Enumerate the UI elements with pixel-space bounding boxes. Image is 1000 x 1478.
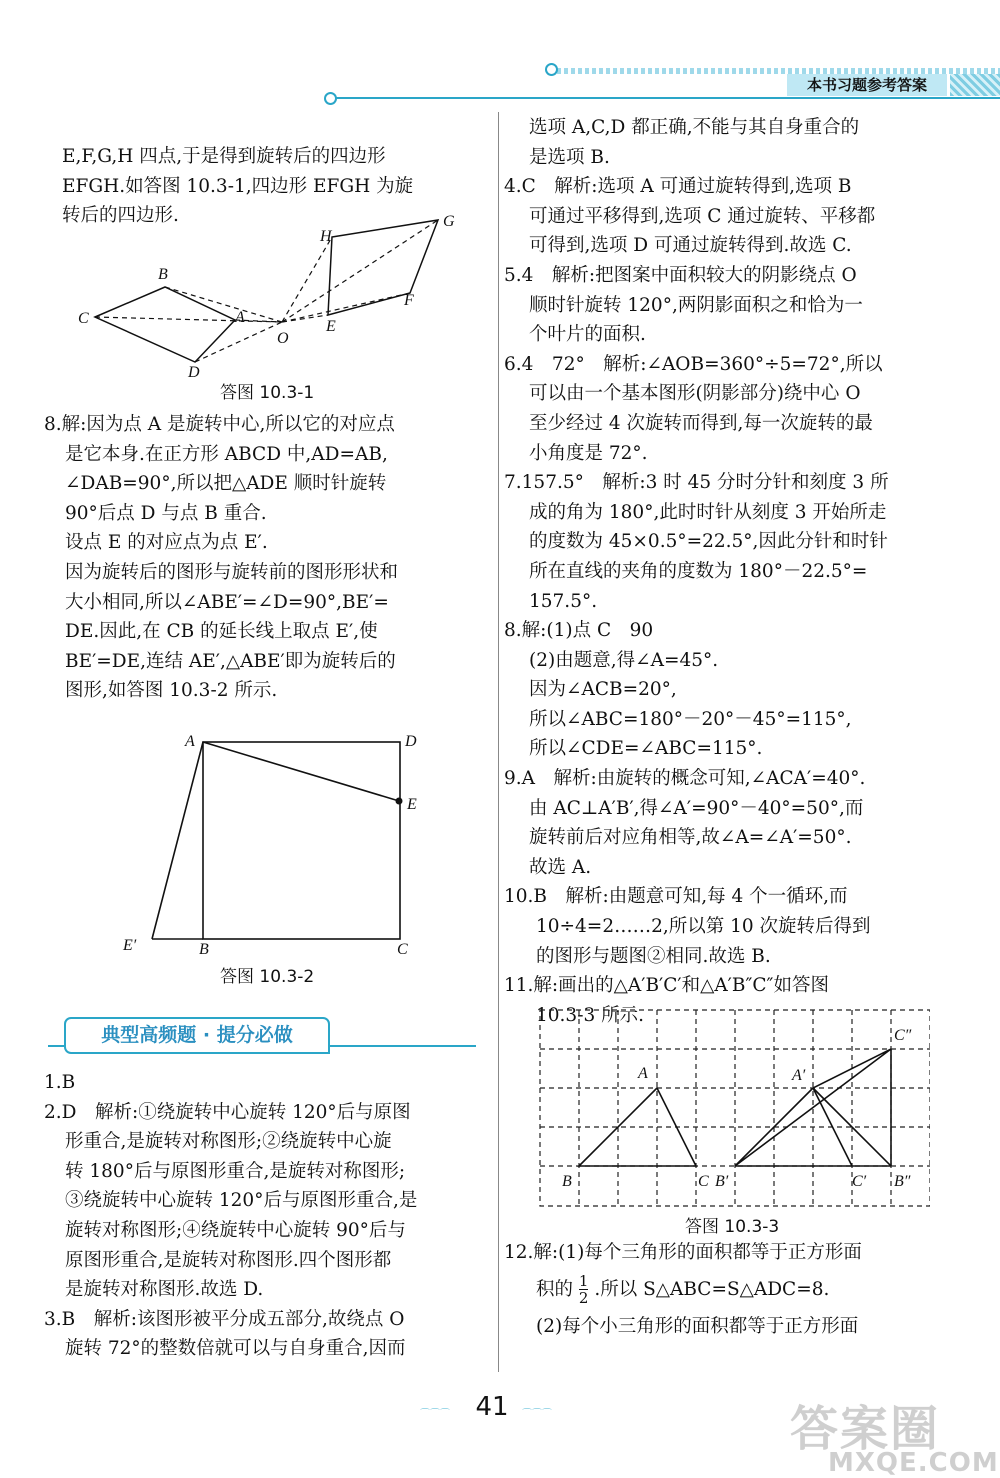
figure-10-3-3-grid (530, 1002, 930, 1214)
text-line: 旋转前后对应角相等,故∠A=∠A′=50°. (529, 827, 852, 849)
fig3-label: C (698, 1173, 709, 1190)
fig3-label: C′ (852, 1173, 867, 1190)
text-line: 形重合,是旋转对称图形;②绕旋转中心旋 (65, 1131, 392, 1153)
text-line: 小角度是 72°. (529, 442, 648, 464)
fig2-label: E (407, 796, 417, 813)
header-tail-decoration (950, 74, 1000, 96)
text-line: 所以∠ABC=180°－20°－45°=115°, (529, 708, 852, 730)
fig2-label: A (185, 733, 195, 750)
q12-text-post: .所以 S△ABC=S△ADC=8. (594, 1278, 830, 1300)
text-line: 旋转对称图形;④绕旋转中心旋转 90°后与 (65, 1219, 406, 1241)
text-line: E,F,G,H 四点,于是得到旋转后的四边形 (62, 146, 386, 167)
text-line: 3.B 解析:该图形被平分成五部分,故绕点 O (44, 1308, 405, 1330)
text-line: 10.B 解析:由题意可知,每 4 个一循环,而 (504, 886, 848, 908)
text-line: 原图形重合,是旋转对称图形.四个图形都 (65, 1249, 392, 1271)
q12-text-pre: 积的 (536, 1278, 574, 1300)
fig1-label: G (443, 213, 455, 230)
section-title: 典型高频题 · 提分必做 (64, 1017, 330, 1054)
fig3-label: A′ (792, 1067, 806, 1084)
fig1-label: F (404, 292, 414, 309)
page-number: 41 (475, 1392, 509, 1422)
fig1-label: E (326, 318, 336, 335)
text-line: 故选 A. (529, 856, 592, 878)
text-line: 顺时针旋转 120°,两阴影面积之和恰为一 (529, 294, 863, 316)
text-line: 10.3-3 所示. (536, 1004, 644, 1026)
header-title: 本书习题参考答案 (787, 74, 947, 96)
page-number-decoration-left: ⌒⌒⌒ (420, 1409, 450, 1420)
text-line: 157.5°. (529, 590, 598, 612)
text-line: 成的角为 180°,此时时针从刻度 3 开始所走 (529, 501, 887, 523)
fraction-numerator: 1 (578, 1272, 589, 1291)
text-line: 是它本身.在正方形 ABCD 中,AD=AB, (65, 443, 388, 465)
fig2-label: B (199, 941, 209, 958)
text-line: ③绕旋转中心旋转 120°后与原图形重合,是 (65, 1190, 418, 1212)
text-line: 的图形与题图②相同.故选 B. (536, 945, 771, 967)
fig3-label: C″ (894, 1027, 912, 1044)
text-line: 个叶片的面积. (529, 324, 646, 346)
fig1-label: A (235, 309, 245, 326)
text-line: 10÷4=2……2,所以第 10 次旋转后得到 (536, 916, 871, 938)
column-divider (498, 112, 499, 1372)
fig2-label: C (397, 941, 408, 958)
text-line: 由 AC⊥A′B′,得∠A′=90°－40°=50°,而 (529, 797, 864, 819)
watermark-url: MXQE.COM (828, 1448, 999, 1478)
left-bottom-text (44, 1068, 417, 1364)
text-line: 旋转 72°的整数倍就可以与自身重合,因而 (65, 1338, 406, 1360)
text-line: 8.解:因为点 A 是旋转中心,所以它的对应点 (44, 414, 395, 435)
fig3-label: B″ (894, 1173, 911, 1190)
text-line: 可通过平移得到,选项 C 通过旋转、平移都 (529, 205, 876, 227)
text-line: 是选项 B. (529, 146, 610, 168)
text-line: 所在直线的夹角的度数为 180°－22.5°= (529, 560, 868, 582)
fig1-label: D (188, 364, 200, 380)
text-line: DE.因此,在 CB 的延长线上取点 E′,使 (65, 621, 378, 643)
fig3-label: B′ (715, 1173, 729, 1190)
text-line: 转后的四边形. (62, 205, 179, 227)
text-line: 所以∠CDE=∠ABC=115°. (529, 738, 763, 760)
text-line: (2)每个小三角形的面积都等于正方形面 (536, 1315, 859, 1337)
fraction-one-half (579, 1273, 589, 1306)
text-line: 1.B (44, 1072, 76, 1093)
fig2-label: D (405, 733, 417, 750)
fig2-label: E′ (123, 937, 137, 954)
text-line: 因为旋转后的图形与旋转前的图形形状和 (65, 561, 399, 583)
fraction-denominator: 2 (578, 1289, 589, 1308)
left-q8-text (44, 410, 398, 706)
figure-caption: 答图 10.3-3 (685, 1217, 780, 1237)
text-line: 因为∠ACB=20°, (529, 679, 677, 701)
fig1-label: B (158, 266, 168, 283)
text-line: 大小相同,所以∠ABE′=∠D=90°,BE′= (65, 591, 389, 613)
figure-10-3-2 (115, 728, 435, 960)
watermark-logo: 答案圈 (790, 1401, 941, 1457)
text-line: EFGH.如答图 10.3-1,四边形 EFGH 为旋 (62, 175, 414, 197)
text-line: 图形,如答图 10.3-2 所示. (65, 680, 278, 702)
text-line: 可以由一个基本图形(阴影部分)绕中心 O (529, 383, 861, 405)
text-line: 设点 E 的对应点为点 E′. (65, 532, 268, 554)
fig3-label: A (638, 1065, 648, 1082)
figure-caption: 答图 10.3-2 (220, 967, 315, 987)
figure-caption: 答图 10.3-1 (220, 383, 315, 403)
text-line: 5.4 解析:把图案中面积较大的阴影绕点 O (504, 264, 857, 286)
text-line: 8.解:(1)点 C 90 (504, 620, 654, 642)
right-top-text (504, 113, 889, 1030)
text-line: ∠DAB=90°,所以把△ADE 顺时针旋转 (65, 473, 387, 495)
fig3-label: B (562, 1173, 572, 1190)
text-line: 2.D 解析:①绕旋转中心旋转 120°后与原图 (44, 1101, 411, 1123)
header-dot-icon (324, 92, 337, 105)
text-line: (2)由题意,得∠A=45°. (529, 649, 719, 671)
text-line: 转 180°后与原图形重合,是旋转对称图形; (65, 1160, 406, 1182)
text-line: BE′=DE,连结 AE′,△ABE′即为旋转后的 (65, 650, 396, 672)
text-line: 4.C 解析:选项 A 可通过旋转得到,选项 B (504, 176, 852, 198)
text-line: 至少经过 4 次旋转而得到,每一次旋转的最 (529, 412, 873, 434)
text-line: 7.157.5° 解析:3 时 45 分时分针和刻度 3 所 (504, 472, 889, 494)
text-line: 11.解:画出的△A′B′C′和△A′B″C″如答图 (504, 975, 829, 997)
figure-10-3-1 (70, 205, 470, 380)
header-rule (330, 97, 1000, 99)
fig1-label: C (78, 310, 89, 327)
text-line-with-fraction (504, 1268, 862, 1312)
text-line: 6.4 72° 解析:∠AOB=360°÷5=72°,所以 (504, 353, 883, 375)
text-line: 是旋转对称图形.故选 D. (65, 1279, 264, 1301)
text-line: 选项 A,C,D 都正确,不能与其自身重合的 (529, 117, 860, 138)
text-line: 的度数为 45×0.5°=22.5°,因此分针和时针 (529, 531, 888, 553)
header-dot-icon (545, 63, 558, 76)
point-e-marker (396, 798, 403, 805)
text-line: 12.解:(1)每个三角形的面积都等于正方形面 (504, 1242, 862, 1263)
right-q12-text (504, 1238, 862, 1341)
page-number-decoration-right: ⌒⌒⌒ (522, 1409, 552, 1420)
text-line: 可得到,选项 D 可通过旋转得到.故选 C. (529, 235, 852, 257)
fig1-label: H (320, 228, 332, 245)
text-line: 90°后点 D 与点 B 重合. (65, 502, 267, 524)
text-line: 9.A 解析:由旋转的概念可知,∠ACA′=40°. (504, 768, 866, 790)
fig1-label: O (277, 330, 289, 347)
